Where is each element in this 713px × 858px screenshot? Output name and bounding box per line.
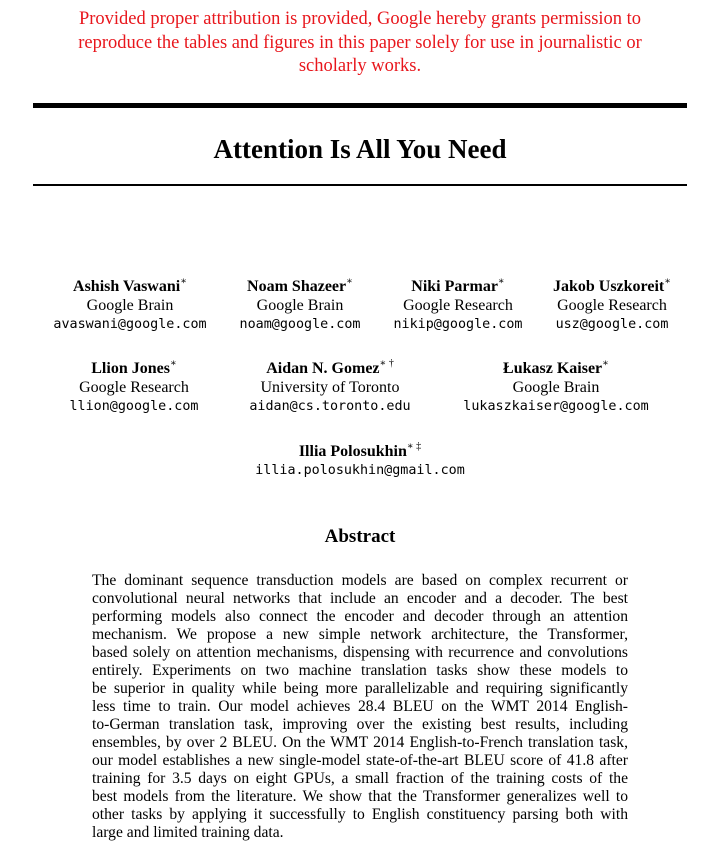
author-email: nikip@google.com: [393, 317, 523, 332]
abstract-line: training for 3.5 days on eight GPUs, a small fraction of the training costs of the: [92, 770, 628, 787]
author-footnote-mark: ∗: [602, 358, 609, 369]
title-top-rule: [33, 103, 687, 108]
author-affiliation: Google Research: [79, 379, 189, 396]
abstract-line: our model establishes a new single-model state-of-the-art BLEU score of 41.8 after: [92, 752, 628, 769]
author-name: Llion Jones∗: [91, 358, 177, 377]
author-email: lukaszkaiser@google.com: [463, 399, 649, 414]
title-bottom-rule: [33, 184, 687, 186]
author-email: aidan@cs.toronto.edu: [249, 399, 411, 414]
author-footnote-mark: ∗: [169, 358, 177, 369]
abstract-line: less time to train. Our model achieves 28.4 BLEU on the WMT 2014 English-: [92, 698, 628, 715]
permission-notice-line: Provided proper attribution is provided, Google hereby grants permission to: [78, 9, 642, 29]
abstract-line: large and limited training data.: [92, 824, 284, 841]
abstract-line: be superior in quality while being more parallelizable and requiring significantly: [92, 680, 628, 697]
author-name: Jakob Uszkoreit∗: [552, 276, 672, 295]
author-footnote-mark: ∗: [346, 276, 353, 287]
abstract-line: to-German translation task, improving over the existing best results, including: [92, 716, 628, 733]
author-block: [53, 277, 206, 334]
author-email: usz@google.com: [555, 317, 669, 332]
author-block: [553, 277, 671, 334]
author-block: [70, 359, 199, 416]
abstract-line: based solely on attention mechanisms, dispensing with recurrence and convolutions: [92, 644, 628, 661]
permission-notice-line: scholarly works.: [298, 56, 422, 76]
author-email: illia.polosukhin@gmail.com: [255, 463, 465, 478]
author-affiliation: Google Brain: [512, 379, 600, 396]
author-footnote-mark: ∗: [180, 276, 187, 287]
abstract-heading: Abstract: [324, 526, 396, 547]
author-affiliation: Google Research: [403, 297, 513, 314]
author-affiliation: Google Research: [557, 297, 667, 314]
author-footnote-mark: ∗ †: [379, 358, 394, 369]
abstract-line: mechanism. We propose a new simple network architecture, the Transformer,: [92, 626, 628, 643]
abstract-line: The dominant sequence transduction models are based on complex recurrent or: [92, 572, 628, 589]
abstract-line: other tasks by applying it successfully to English constituency parsing both with: [92, 806, 628, 823]
author-affiliation: University of Toronto: [260, 379, 400, 396]
author-email: avaswani@google.com: [53, 317, 207, 332]
author-name: Niki Parmar∗: [411, 276, 505, 295]
author-name: Aidan N. Gomez∗ †: [266, 358, 394, 377]
abstract-line: convolutional neural networks that include an encoder and a decoder. The best: [92, 590, 628, 607]
author-affiliation: Google Brain: [256, 297, 344, 314]
author-block: [394, 277, 523, 334]
author-block: [240, 277, 361, 334]
abstract-line: performing models also connect the encoder and decoder through an attention: [92, 608, 628, 625]
author-name: Illia Polosukhin∗ ‡: [298, 441, 422, 460]
author-footnote-mark: ∗: [497, 276, 505, 287]
author-affiliation: Google Brain: [86, 297, 174, 314]
author-name: Noam Shazeer∗: [247, 276, 353, 295]
author-name: Łukasz Kaiser∗: [503, 358, 609, 377]
paper-title: Attention Is All You Need: [213, 134, 507, 164]
abstract-line: entirely. Experiments on two machine translation tasks show these models to: [92, 662, 628, 679]
author-email: llion@google.com: [69, 399, 199, 414]
permission-notice-line: reproduce the tables and figures in this paper solely for use in journalistic or: [78, 32, 642, 53]
author-email: noam@google.com: [239, 317, 361, 332]
abstract-body: [92, 572, 628, 842]
author-footnote-mark: ∗ ‡: [406, 441, 422, 452]
abstract-line: best models from the literature. We show that the Transformer generalizes well to: [92, 788, 628, 805]
author-name: Ashish Vaswani∗: [73, 276, 187, 295]
author-block: [463, 359, 648, 416]
author-block: [255, 442, 465, 480]
author-block: [249, 359, 410, 416]
abstract-line: ensembles, by over 2 BLEU. On the WMT 2014 English-to-French translation task,: [92, 734, 628, 751]
permission-notice: [40, 8, 680, 79]
author-footnote-mark: ∗: [664, 276, 672, 287]
